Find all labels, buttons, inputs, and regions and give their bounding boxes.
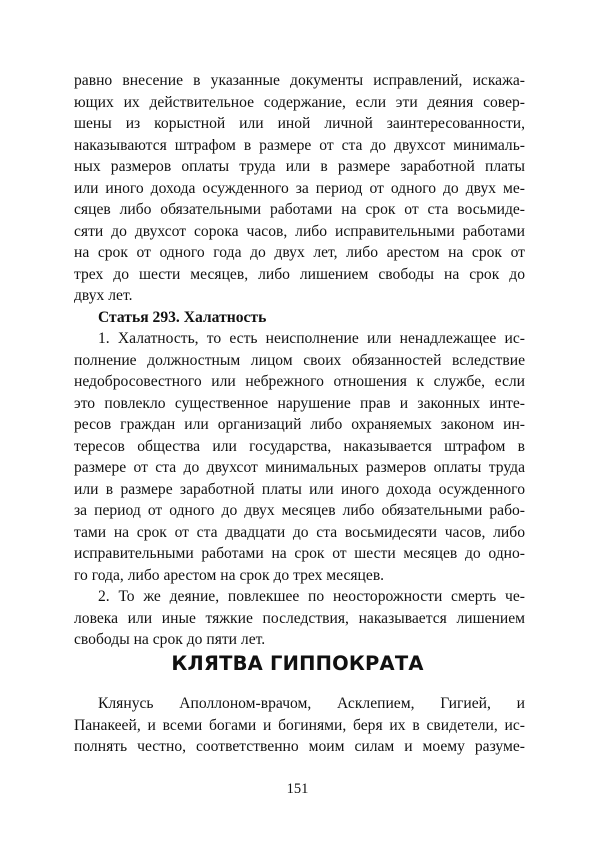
text-line: исправительными работами на срок от шести месяцев до одно- bbox=[74, 545, 525, 562]
article-292-tail bbox=[74, 70, 525, 307]
text-line: Панакеей, и всеми богами и богинями, беря их в свидетели, ис- bbox=[74, 716, 525, 734]
text-line: ловека или иные тяжкие последствия, наказывается лишением bbox=[74, 609, 525, 627]
article-293-part-2 bbox=[74, 586, 525, 651]
text-line: сяцев либо обязательными работами на срок от ста восьмиде- bbox=[74, 201, 525, 218]
text-line: ющих их действительное содержание, если эти деяния совер- bbox=[74, 93, 525, 111]
text-line: это повлекло существенное нарушение прав и законных инте- bbox=[74, 394, 525, 412]
text-line: полнение должностным лицом своих обязанностей вследствие bbox=[74, 351, 525, 369]
text-line: 1. Халатность, то есть неисполнение или ненадлежащее ис- bbox=[98, 330, 525, 347]
main-text bbox=[74, 70, 525, 651]
text-line: ных размеров оплаты труда или в размере заработной платы bbox=[74, 158, 525, 175]
text-line: или иного дохода осужденного за период от одного до двух ме- bbox=[74, 179, 525, 197]
oath-text bbox=[74, 693, 525, 758]
page-number: 151 bbox=[286, 781, 309, 797]
text-line: трех до шести месяцев, либо лишением свободы на срок до bbox=[74, 265, 525, 283]
text-line: ресов граждан или организаций либо охраняемых законом ин- bbox=[74, 416, 525, 433]
text-line: шены из корыстной или иной личной заинтересованности, bbox=[74, 115, 525, 132]
text-line: недобросовестного или небрежного отношения к службе, если bbox=[74, 373, 525, 390]
oath-title: КЛЯТВА ГИППОКРАТА bbox=[171, 652, 424, 675]
text-line: 2. То же деяние, повлекшее по неосторожности смерть че- bbox=[98, 588, 525, 605]
text-line: за период от одного до двух месяцев либо обязательными рабо- bbox=[74, 502, 525, 519]
text-line: тересов общества или государства, наказывается штрафом в bbox=[74, 437, 525, 455]
text-line: равно внесение в указанные документы исправлений, искажа- bbox=[74, 72, 525, 89]
text-line: наказываются штрафом в размере от ста до двухсот минималь- bbox=[74, 136, 525, 154]
article-293-heading: Статья 293. Халатность bbox=[98, 308, 267, 326]
text-line: го года, либо арестом на срок до трех месяцев. bbox=[74, 566, 385, 584]
text-line: размере от ста до двухсот минимальных размеров оплаты труда bbox=[74, 459, 525, 476]
text-line: свободы на срок до пяти лет. bbox=[74, 631, 266, 648]
text-line: тами на срок от ста двадцати до ста восьмидесяти часов, либо bbox=[74, 523, 525, 541]
text-line: полнять честно, соответственно моим силам и моему разуме- bbox=[74, 738, 525, 755]
article-293-part-1 bbox=[74, 328, 525, 586]
text-line: или в размере заработной платы или иного дохода осужденного bbox=[74, 480, 525, 498]
text-line: двух лет. bbox=[74, 287, 133, 304]
text-line: сяти до двухсот сорока часов, либо исправительными работами bbox=[74, 222, 525, 240]
text-line: на срок от одного года до двух лет, либо арестом на срок от bbox=[74, 244, 525, 261]
text-line: Клянусь Аполлоном-врачом, Асклепием, Гигией, и bbox=[98, 695, 525, 712]
